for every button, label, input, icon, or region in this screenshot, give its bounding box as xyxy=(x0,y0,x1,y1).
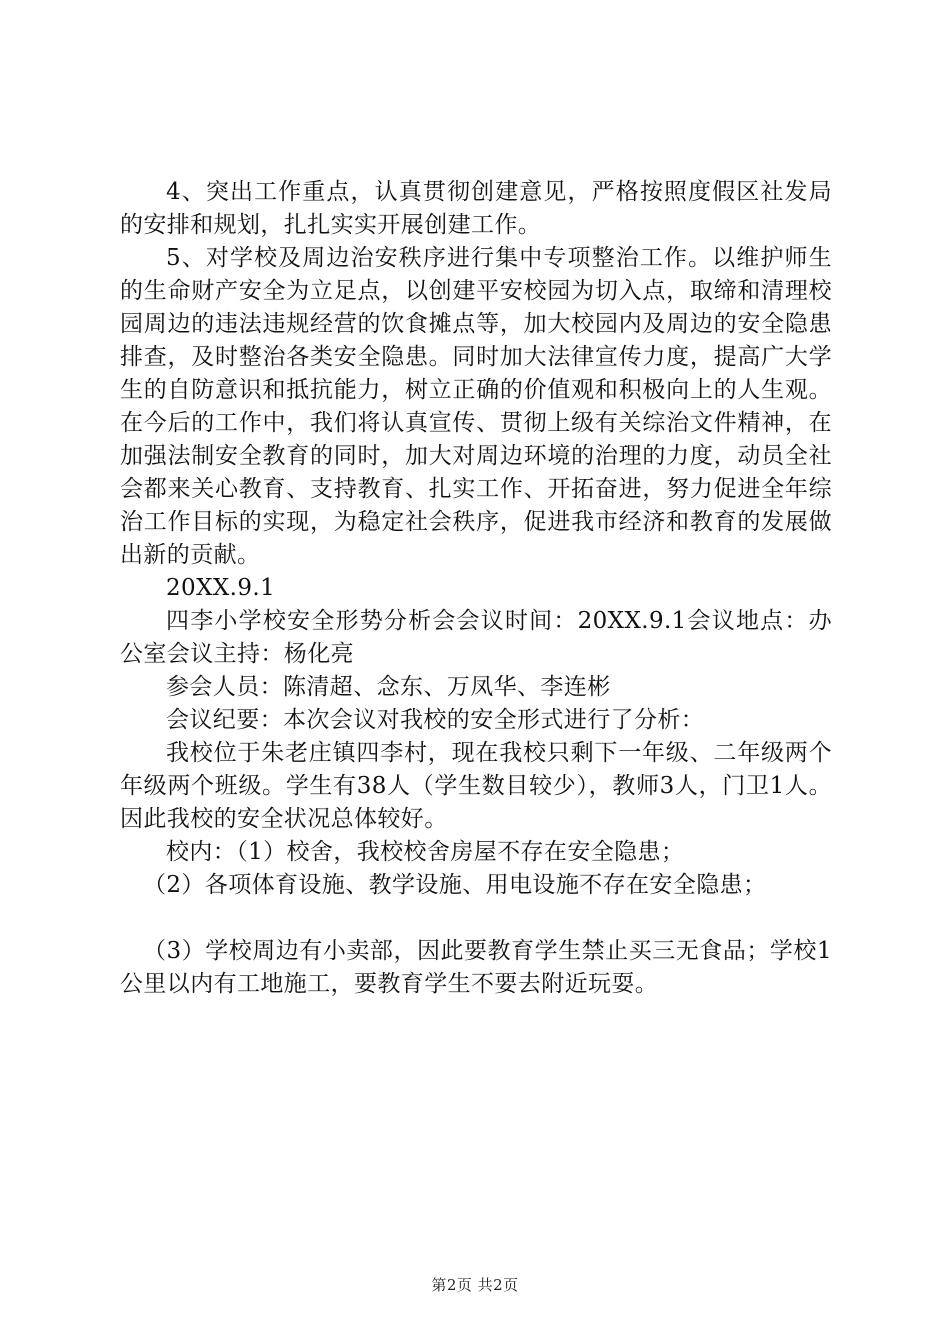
on-campus-item-1: 校内：（1）校舍，我校校舍房屋不存在安全隐患； xyxy=(166,839,685,865)
date-line: 20XX.9.1 xyxy=(166,575,276,601)
minutes-intro: 会议纪要：本次会议对我校的安全形式进行了分析： xyxy=(166,707,705,733)
on-campus-item-2: （2）各项体育设施、教学设施、用电设施不存在安全隐患； xyxy=(143,872,767,898)
document-body xyxy=(120,176,832,1001)
paragraph-item-4: 4、突出工作重点，认真贯彻创建意见，严格按照度假区社发局的安排和规划，扎扎实实开展创建工作。 xyxy=(120,179,832,238)
surroundings-item-3: （3）学校周边有小卖部，因此要教育学生禁止买三无食品；学校1公里以内有工地施工，要教育学生不要去附近玩耍。 xyxy=(120,938,832,997)
page-number-footer: 第2页 共2页 xyxy=(431,1276,519,1294)
paragraph-item-5: 5、对学校及周边治安秩序进行集中专项整治工作。以维护师生的生命财产安全为立足点，以创建平安校园为切入点，取缔和清理校园周边的违法违规经营的饮食摊点等，加大校园内及周边的安全隐患排查，及时整治各类安全隐患。同时加大法律宣传力度，提高广大学生的自防意识和抵抗能力，树立正确的价值观和积极向上的人生观。在今后的工作中，我们将认真宣传、贯彻上级有关综治文件精神，在加强法制安全教育的同时，加大对周边环境的治理的力度，动员全社会都来关心教育、支持教育、扎实工作、开拓奋进，努力促进全年综治工作目标的实现，为稳定社会秩序，促进我市经济和教育的发展做出新的贡献。 xyxy=(120,245,832,568)
attendees-line: 参会人员：陈清超、念东、万凤华、李连彬 xyxy=(166,674,611,700)
school-overview: 我校位于朱老庄镇四李村，现在我校只剩下一年级、二年级两个年级两个班级。学生有38人（学生数目较少），教师3人，门卫1人。因此我校的安全状况总体较好。 xyxy=(120,740,832,832)
meeting-header: 四李小学校安全形势分析会会议时间：20XX.9.1会议地点：办公室会议主持：杨化亮 xyxy=(120,608,832,667)
